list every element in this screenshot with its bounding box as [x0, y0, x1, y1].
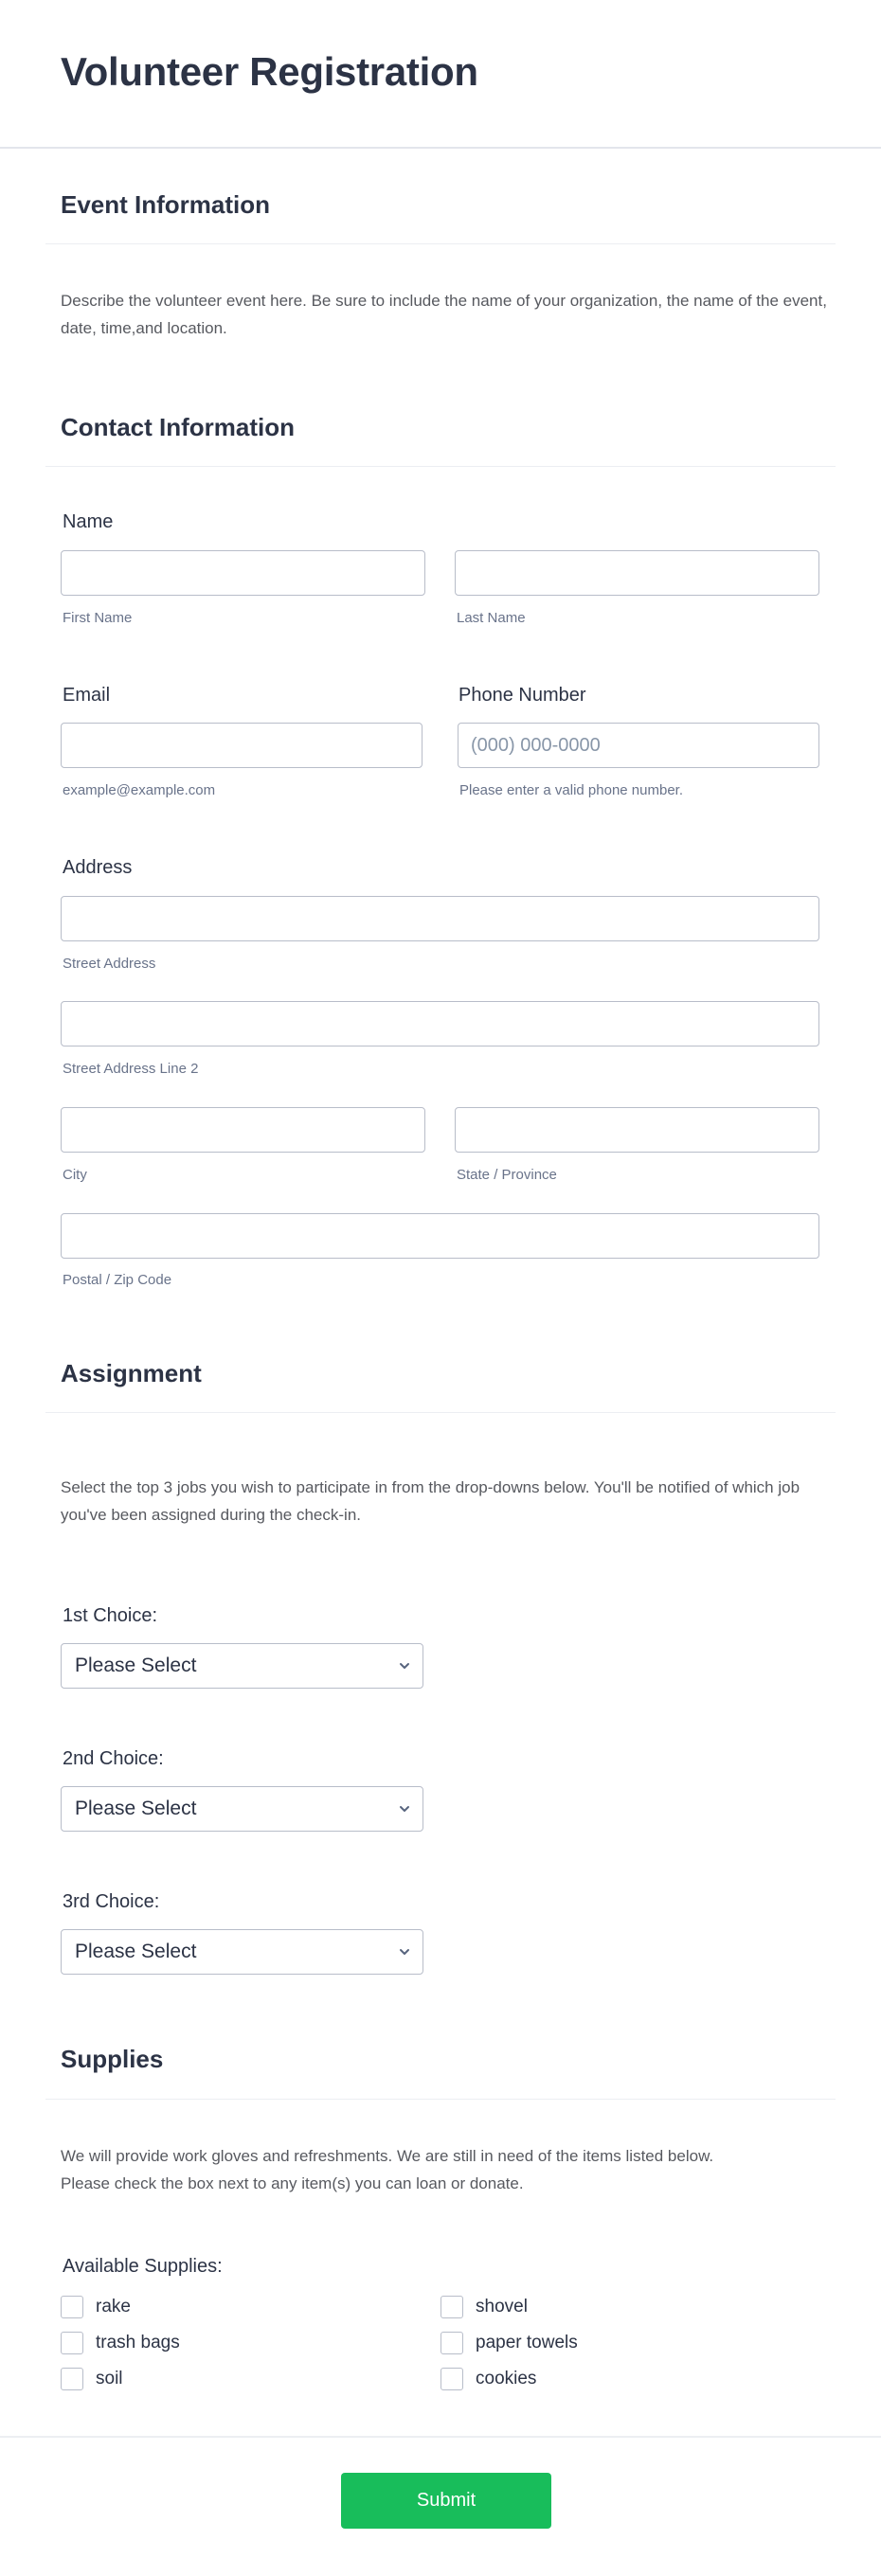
checkbox-trash-bags[interactable]	[61, 2331, 180, 2355]
checkbox-label: rake	[96, 2297, 131, 2317]
last-name-sublabel: Last Name	[457, 610, 526, 626]
third-choice-label: 3rd Choice:	[63, 1891, 160, 1912]
section-divider	[45, 1412, 836, 1413]
name-label: Name	[63, 511, 114, 532]
checkbox-rake[interactable]	[61, 2295, 131, 2319]
first-name-input[interactable]	[61, 550, 425, 596]
section-heading-assignment: Assignment	[61, 1359, 202, 1387]
city-sublabel: City	[63, 1167, 87, 1183]
checkbox-label: shovel	[476, 2297, 528, 2317]
street-address-line2-sublabel: Street Address Line 2	[63, 1061, 199, 1077]
address-label: Address	[63, 857, 133, 878]
checkbox-box[interactable]	[440, 2332, 463, 2354]
street-address-input[interactable]	[61, 896, 819, 941]
first-name-sublabel: First Name	[63, 610, 133, 626]
phone-sublabel: Please enter a valid phone number.	[459, 782, 683, 798]
checkbox-soil[interactable]	[61, 2367, 123, 2391]
checkbox-label: soil	[96, 2369, 123, 2388]
chevron-down-icon	[398, 1945, 411, 1959]
chevron-down-icon	[398, 1659, 411, 1673]
checkbox-shovel[interactable]	[440, 2295, 528, 2319]
second-choice-label: 2nd Choice:	[63, 1748, 164, 1769]
assignment-description: Select the top 3 jobs you wish to participate in from the drop-downs below. You'll be notified of which job you've been assigned during the check-in.	[61, 1478, 800, 1524]
checkbox-box[interactable]	[61, 2332, 83, 2354]
checkbox-box[interactable]	[61, 2296, 83, 2318]
available-supplies-label: Available Supplies:	[63, 2256, 223, 2277]
supplies-description-line2: Please check the box next to any item(s) you can loan or donate.	[61, 2174, 524, 2192]
postal-zip-input[interactable]	[61, 1213, 819, 1259]
phone-input[interactable]	[458, 723, 819, 768]
second-choice-select[interactable]	[61, 1786, 423, 1832]
first-choice-value: Please Select	[75, 1655, 197, 1676]
chevron-down-icon	[398, 1802, 411, 1816]
first-choice-label: 1st Choice:	[63, 1605, 158, 1626]
city-input[interactable]	[61, 1107, 425, 1153]
section-heading-event-information: Event Information	[61, 190, 271, 219]
email-label: Email	[63, 685, 111, 706]
last-name-input[interactable]	[455, 550, 819, 596]
checkbox-box[interactable]	[440, 2296, 463, 2318]
event-description: Describe the volunteer event here. Be sure to include the name of your organization, the name of the event, date, time,and location.	[61, 292, 827, 337]
section-divider	[45, 466, 836, 467]
submit-button[interactable]: Submit	[341, 2473, 551, 2529]
checkbox-paper-towels[interactable]	[440, 2331, 578, 2355]
section-heading-supplies: Supplies	[61, 2045, 164, 2073]
street-address-sublabel: Street Address	[63, 956, 156, 972]
checkbox-label: cookies	[476, 2369, 537, 2388]
third-choice-value: Please Select	[75, 1941, 197, 1962]
first-choice-select[interactable]	[61, 1643, 423, 1689]
third-choice-select[interactable]	[61, 1929, 423, 1975]
email-sublabel: example@example.com	[63, 782, 216, 798]
checkbox-box[interactable]	[440, 2368, 463, 2390]
state-province-input[interactable]	[455, 1107, 819, 1153]
postal-zip-sublabel: Postal / Zip Code	[63, 1272, 172, 1288]
section-heading-contact-information: Contact Information	[61, 413, 295, 441]
email-input[interactable]	[61, 723, 423, 768]
form-title: Volunteer Registration	[61, 49, 478, 94]
second-choice-value: Please Select	[75, 1798, 197, 1819]
street-address-line2-input[interactable]	[61, 1001, 819, 1046]
checkbox-label: trash bags	[96, 2333, 180, 2352]
state-province-sublabel: State / Province	[457, 1167, 557, 1183]
checkbox-cookies[interactable]	[440, 2367, 536, 2391]
header-divider	[0, 147, 881, 149]
checkbox-label: paper towels	[476, 2333, 578, 2352]
section-divider	[45, 243, 836, 244]
checkbox-box[interactable]	[61, 2368, 83, 2390]
footer-divider	[0, 2436, 881, 2438]
section-divider	[45, 2099, 836, 2100]
phone-label: Phone Number	[458, 685, 586, 706]
supplies-description-line1: We will provide work gloves and refreshments. We are still in need of the items listed below.	[61, 2147, 714, 2165]
